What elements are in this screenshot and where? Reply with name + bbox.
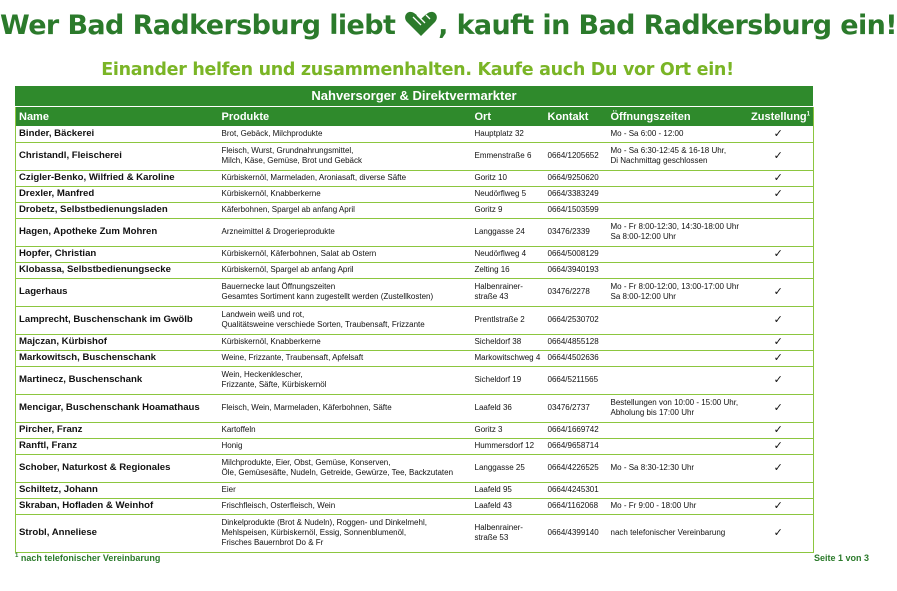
- cell-produkte-line: Kürbiskernöl, Knabberkerne: [221, 189, 321, 198]
- cell-ort-line: Halbenrainer-: [474, 523, 523, 532]
- cell-produkte-line: Fleisch, Wurst, Grundnahrungsmittel,: [221, 146, 354, 155]
- cell-zeiten: [608, 454, 744, 482]
- table-header-row: [16, 107, 814, 127]
- check-icon: ✓: [744, 278, 814, 306]
- cell-ort: [472, 306, 545, 334]
- cell-ort-line: Langgasse 24: [474, 227, 525, 236]
- cell-produkte: [219, 350, 472, 366]
- check-icon: ✓: [744, 126, 814, 142]
- cell-produkte-line: Landwein weiß und rot,: [221, 310, 305, 319]
- cell-kontakt: 0664/4245301: [545, 482, 608, 498]
- table-row: [16, 202, 814, 218]
- cell-produkte: [219, 142, 472, 170]
- cell-kontakt: 03476/2737: [545, 394, 608, 422]
- col-header-zeiten: Öffnungszeiten: [608, 107, 744, 127]
- table-row: [16, 394, 814, 422]
- table-row: [16, 186, 814, 202]
- table-row: [16, 306, 814, 334]
- cell-ort-line: straße 43: [474, 292, 509, 301]
- cell-produkte-line: Wein, Heckenklescher,: [221, 370, 303, 379]
- cell-ort-line: Zelting 16: [474, 265, 510, 274]
- cell-ort-line: Goritz 9: [474, 205, 503, 214]
- cell-zustellung: [744, 202, 814, 218]
- table-row: [16, 438, 814, 454]
- cell-kontakt: 0664/3940193: [545, 262, 608, 278]
- cell-ort: [472, 278, 545, 306]
- cell-ort-line: straße 53: [474, 533, 509, 542]
- table-row: [16, 278, 814, 306]
- cell-zeiten: [608, 170, 744, 186]
- cell-ort: [472, 422, 545, 438]
- cell-zeiten: [608, 422, 744, 438]
- cell-ort: [472, 262, 545, 278]
- cell-kontakt: 0664/3383249: [545, 186, 608, 202]
- cell-name: Majczan, Kürbishof: [16, 334, 219, 350]
- cell-ort: [472, 438, 545, 454]
- cell-name: Hopfer, Christian: [16, 246, 219, 262]
- cell-produkte: [219, 422, 472, 438]
- cell-zeiten-line: nach telefonischer Vereinbarung: [610, 528, 726, 537]
- cell-produkte: [219, 278, 472, 306]
- cell-ort-line: Laafeld 95: [474, 485, 512, 494]
- cell-zeiten: [608, 334, 744, 350]
- cell-zustellung: [744, 218, 814, 246]
- cell-produkte-line: Frisches Bauernbrot Do & Fr: [221, 538, 324, 547]
- cell-produkte-line: Weine, Frizzante, Traubensaft, Apfelsaft: [221, 353, 364, 362]
- cell-produkte-line: Eier: [221, 485, 236, 494]
- cell-produkte-line: Kürbiskernöl, Käferbohnen, Salat ab Ostern: [221, 249, 377, 258]
- heart-icon: [404, 11, 438, 44]
- cell-produkte-line: Kürbiskernöl, Knabberkerne: [221, 337, 321, 346]
- cell-kontakt: [545, 126, 608, 142]
- cell-name: Strobl, Anneliese: [16, 514, 219, 552]
- cell-ort: [472, 498, 545, 514]
- cell-ort: [472, 126, 545, 142]
- cell-name: Hagen, Apotheke Zum Mohren: [16, 218, 219, 246]
- cell-name: Drexler, Manfred: [16, 186, 219, 202]
- check-icon: ✓: [744, 366, 814, 394]
- cell-ort-line: Prentlstraße 2: [474, 315, 525, 324]
- cell-produkte-line: Mehlspeisen, Kürbiskernöl, Essig, Sonnenblumenöl,: [221, 528, 407, 537]
- cell-name: Skraban, Hofladen & Weinhof: [16, 498, 219, 514]
- cell-zeiten: [608, 186, 744, 202]
- cell-produkte-line: Qualitätsweine verschiede Sorten, Traubensaft, Frizzante: [221, 320, 425, 329]
- cell-produkte-line: Arzneimittel & Drogerieprodukte: [221, 227, 335, 236]
- table-row: [16, 334, 814, 350]
- cell-name: Schober, Naturkost & Regionales: [16, 454, 219, 482]
- cell-ort: [472, 514, 545, 552]
- check-icon: ✓: [744, 350, 814, 366]
- cell-ort: [472, 454, 545, 482]
- table-row: [16, 246, 814, 262]
- cell-produkte-line: Milchprodukte, Eier, Obst, Gemüse, Konserven,: [221, 458, 391, 467]
- cell-zeiten-line: Sa 8:00-12:00 Uhr: [610, 232, 676, 241]
- col-header-name: Name: [16, 107, 219, 127]
- check-icon: ✓: [744, 498, 814, 514]
- cell-ort: [472, 170, 545, 186]
- page-title: [0, 10, 897, 44]
- cell-kontakt: 0664/4226525: [545, 454, 608, 482]
- cell-produkte-line: Gesamtes Sortiment kann zugestellt werden (Zustellkosten): [221, 292, 434, 301]
- cell-kontakt: 0664/9250620: [545, 170, 608, 186]
- cell-zeiten: [608, 394, 744, 422]
- cell-zeiten: [608, 218, 744, 246]
- check-icon: ✓: [744, 514, 814, 552]
- cell-produkte-line: Frischfleisch, Osterfleisch, Wein: [221, 501, 336, 510]
- cell-name: Ranftl, Franz: [16, 438, 219, 454]
- zustellung-label: Zustellung: [751, 110, 807, 123]
- cell-ort: [472, 394, 545, 422]
- cell-zeiten: [608, 438, 744, 454]
- cell-produkte-line: Kartoffeln: [221, 425, 256, 434]
- check-icon: ✓: [744, 438, 814, 454]
- cell-produkte: [219, 454, 472, 482]
- cell-produkte-line: Brot, Gebäck, Milchprodukte: [221, 128, 323, 138]
- cell-produkte: [219, 366, 472, 394]
- cell-produkte-line: Kürbiskernöl, Marmeladen, Aroniasaft, diverse Säfte: [221, 173, 407, 182]
- col-header-kontakt: Kontakt: [545, 107, 608, 127]
- table-row: [16, 262, 814, 278]
- check-icon: ✓: [744, 306, 814, 334]
- cell-name: Markowitsch, Buschenschank: [16, 350, 219, 366]
- table-banner: Nahversorger & Direktvermarkter: [15, 86, 813, 106]
- cell-ort: [472, 350, 545, 366]
- cell-ort-line: Laafeld 43: [474, 501, 512, 510]
- cell-produkte-line: Kürbiskernöl, Spargel ab anfang April: [221, 265, 354, 274]
- cell-produkte-line: Milch, Käse, Gemüse, Brot und Gebäck: [221, 156, 363, 165]
- cell-name: Czigler-Benko, Wilfried & Karoline: [16, 170, 219, 186]
- table-row: [16, 366, 814, 394]
- table-row: [16, 170, 814, 186]
- cell-produkte: [219, 218, 472, 246]
- cell-produkte-line: Dinkelprodukte (Brot & Nudeln), Roggen- und Dinkelmehl,: [221, 518, 427, 527]
- cell-kontakt: 0664/1162068: [545, 498, 608, 514]
- cell-zeiten-line: Abholung bis 17:00 Uhr: [610, 408, 695, 417]
- cell-name: Schiltetz, Johann: [16, 482, 219, 498]
- cell-kontakt: 03476/2278: [545, 278, 608, 306]
- cell-name: Pircher, Franz: [16, 422, 219, 438]
- cell-kontakt: 0664/1669742: [545, 422, 608, 438]
- cell-zeiten: [608, 366, 744, 394]
- col-header-ort: Ort: [472, 107, 545, 127]
- cell-name: Christandl, Fleischerei: [16, 142, 219, 170]
- cell-zeiten-line: Mo - Sa 6:30-12:45 & 16-18 Uhr,: [610, 146, 727, 155]
- cell-name: Martinecz, Buschenschank: [16, 366, 219, 394]
- cell-zeiten-line: Di Nachmittag geschlossen: [610, 156, 708, 165]
- cell-ort: [472, 142, 545, 170]
- title-before: Wer Bad Radkersburg liebt: [0, 10, 396, 41]
- cell-zeiten-line: Mo - Fr 8:00-12:00, 13:00-17:00 Uhr: [610, 282, 740, 291]
- cell-ort-line: Laafeld 36: [474, 403, 512, 412]
- check-icon: ✓: [744, 142, 814, 170]
- cell-name: Drobetz, Selbstbedienungsladen: [16, 202, 219, 218]
- cell-produkte: [219, 482, 472, 498]
- cell-zeiten-line: Mo - Sa 6:00 - 12:00: [610, 128, 684, 138]
- vendor-table: [15, 106, 814, 553]
- cell-name: Lagerhaus: [16, 278, 219, 306]
- cell-produkte: [219, 394, 472, 422]
- cell-ort: [472, 218, 545, 246]
- cell-ort-line: Halbenrainer-: [474, 282, 523, 291]
- page-number: Seite 1 von 3: [813, 553, 869, 563]
- cell-ort-line: Neudörflweg 4: [474, 249, 527, 258]
- title-after: , kauft in Bad Radkersburg ein!: [438, 10, 897, 41]
- cell-ort-line: Sicheldorf 19: [474, 375, 522, 384]
- cell-name: Lamprecht, Buschenschank im Gwölb: [16, 306, 219, 334]
- cell-produkte: [219, 202, 472, 218]
- cell-zeiten: [608, 142, 744, 170]
- cell-ort: [472, 202, 545, 218]
- cell-produkte: [219, 334, 472, 350]
- table-row: [16, 350, 814, 366]
- table-row: [16, 126, 814, 142]
- cell-ort-line: Hauptplatz 32: [474, 128, 524, 138]
- cell-zeiten: [608, 246, 744, 262]
- cell-produkte-line: Frizzante, Säfte, Kürbiskernöl: [221, 380, 327, 389]
- cell-ort-line: Goritz 3: [474, 425, 503, 434]
- cell-ort: [472, 246, 545, 262]
- footnote-mark: 1: [15, 553, 19, 559]
- cell-name: Binder, Bäckerei: [16, 126, 219, 142]
- cell-produkte-line: Honig: [221, 441, 243, 450]
- cell-produkte: [219, 262, 472, 278]
- cell-ort: [472, 366, 545, 394]
- table-body: [16, 126, 814, 552]
- table-row: [16, 142, 814, 170]
- cell-name: Klobassa, Selbstbedienungsecke: [16, 262, 219, 278]
- table-row: [16, 422, 814, 438]
- cell-kontakt: 0664/4399140: [545, 514, 608, 552]
- check-icon: ✓: [744, 186, 814, 202]
- page-subtitle: Einander helfen und zusammenhalten. Kaufe auch Du vor Ort ein!: [101, 60, 734, 80]
- cell-ort: [472, 186, 545, 202]
- cell-kontakt: 0664/9658714: [545, 438, 608, 454]
- cell-produkte: [219, 186, 472, 202]
- table-row: [16, 218, 814, 246]
- check-icon: ✓: [744, 246, 814, 262]
- cell-produkte-line: Öle, Gemüsesäfte, Nudeln, Getreide, Gewürze, Tee, Backzutaten: [221, 468, 454, 477]
- table-row: [16, 498, 814, 514]
- cell-kontakt: 0664/1503599: [545, 202, 608, 218]
- footnote-text: nach telefonischer Vereinbarung: [20, 553, 161, 563]
- cell-ort-line: Emmenstraße 6: [474, 151, 532, 160]
- cell-ort: [472, 334, 545, 350]
- cell-zeiten-line: Mo - Fr 9:00 - 18:00 Uhr: [610, 501, 697, 510]
- table-row: [16, 514, 814, 552]
- cell-zeiten-line: Mo - Fr 8:00-12:30, 14:30-18:00 Uhr: [610, 222, 740, 231]
- cell-produkte-line: Bauernecke laut Öffnungszeiten: [221, 282, 336, 291]
- cell-zeiten: [608, 278, 744, 306]
- cell-produkte: [219, 170, 472, 186]
- cell-zeiten: [608, 514, 744, 552]
- cell-zeiten: [608, 262, 744, 278]
- cell-zeiten: [608, 126, 744, 142]
- check-icon: ✓: [744, 394, 814, 422]
- cell-produkte: [219, 306, 472, 334]
- cell-kontakt: 03476/2339: [545, 218, 608, 246]
- table-row: [16, 482, 814, 498]
- cell-zustellung: [744, 262, 814, 278]
- table-row: [16, 454, 814, 482]
- cell-zustellung: [744, 482, 814, 498]
- cell-ort-line: Langgasse 25: [474, 463, 525, 472]
- cell-zeiten-line: Bestellungen von 10:00 - 15:00 Uhr,: [610, 398, 739, 407]
- cell-produkte: [219, 246, 472, 262]
- cell-kontakt: 0664/5008129: [545, 246, 608, 262]
- cell-zeiten: [608, 306, 744, 334]
- cell-name: Mencigar, Buschenschank Hoamathaus: [16, 394, 219, 422]
- cell-kontakt: 0664/2530702: [545, 306, 608, 334]
- cell-ort-line: Neudörflweg 5: [474, 189, 527, 198]
- cell-produkte: [219, 438, 472, 454]
- cell-produkte: [219, 514, 472, 552]
- check-icon: ✓: [744, 334, 814, 350]
- footnote: [15, 553, 160, 563]
- zustellung-footnote-mark: 1: [806, 110, 810, 117]
- cell-zeiten: [608, 202, 744, 218]
- col-header-produkte: Produkte: [219, 107, 472, 127]
- cell-kontakt: 0664/1205652: [545, 142, 608, 170]
- cell-produkte-line: Käferbohnen, Spargel ab anfang April: [221, 205, 355, 214]
- cell-kontakt: 0664/4855128: [545, 334, 608, 350]
- cell-ort-line: Goritz 10: [474, 173, 507, 182]
- col-header-zustellung: [744, 107, 814, 127]
- cell-zeiten: [608, 482, 744, 498]
- check-icon: ✓: [744, 422, 814, 438]
- cell-ort-line: Markowitschweg 4: [474, 353, 541, 362]
- check-icon: ✓: [744, 170, 814, 186]
- cell-produkte: [219, 498, 472, 514]
- cell-zeiten-line: Sa 8:00-12:00 Uhr: [610, 292, 676, 301]
- cell-kontakt: 0664/4502636: [545, 350, 608, 366]
- cell-produkte-line: Fleisch, Wein, Marmeladen, Käferbohnen, Säfte: [221, 403, 392, 412]
- cell-kontakt: 0664/5211565: [545, 366, 608, 394]
- cell-ort-line: Hummersdorf 12: [474, 441, 535, 450]
- cell-zeiten-line: Mo - Sa 8:30-12:30 Uhr: [610, 463, 695, 472]
- cell-zeiten: [608, 498, 744, 514]
- check-icon: ✓: [744, 454, 814, 482]
- cell-ort: [472, 482, 545, 498]
- cell-produkte: [219, 126, 472, 142]
- cell-ort-line: Sicheldorf 38: [474, 337, 522, 346]
- vendor-table-wrap: [15, 86, 813, 553]
- cell-zeiten: [608, 350, 744, 366]
